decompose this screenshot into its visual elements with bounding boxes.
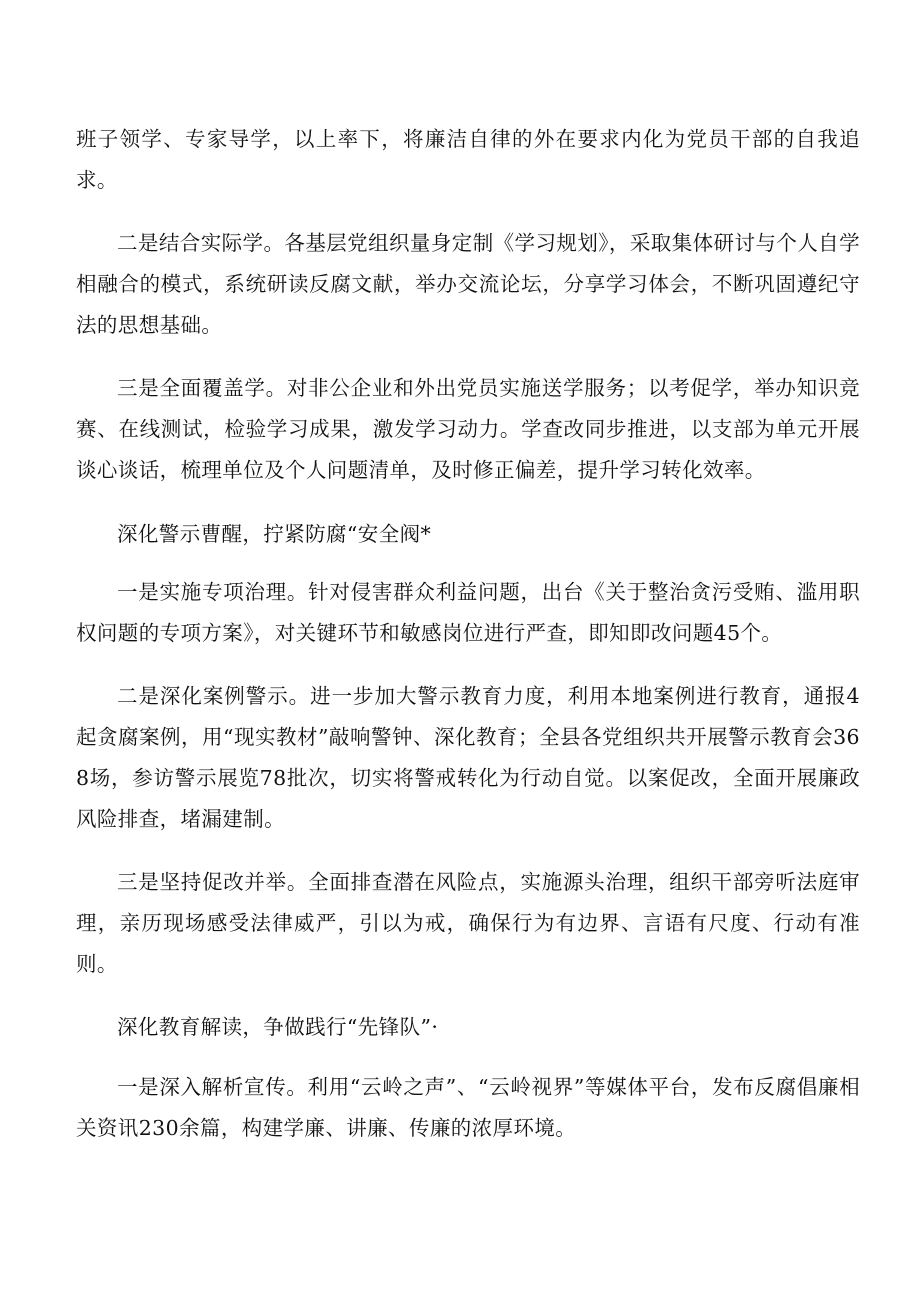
paragraph-continuation: 班子领学、专家导学，以上率下，将廉洁自律的外在要求内化为党员干部的自我追求。	[76, 127, 860, 192]
paragraph-special-governance: 一是实施专项治理。针对侵害群众利益问题，出台《关于整治贪污受贿、滥用职权问题的专项方案》，对关键环节和敏感岗位进行严查，即知即改问题45个。	[76, 580, 860, 645]
section-heading-warning: 深化警示曹醒，拧紧防腐“安全阀*	[117, 522, 432, 546]
paragraph-publicity: 一是深入解析宣传。利用“云岭之声”、“云岭视界”等媒体平台，发布反腐倡廉相关资讯230余篇，构建学廉、讲廉、传廉的浓厚环境。	[76, 1075, 860, 1140]
paragraph-study-by-practice: 二是结合实际学。各基层党组织量身定制《学习规划》，采取集体研讨与个人自学相融合的模式，系统研读反腐文献，举办交流论坛，分享学习体会，不断巩固遵纪守法的思想基础。	[76, 231, 860, 337]
paragraph-full-coverage-study: 三是全面覆盖学。对非公企业和外出党员实施送学服务；以考促学，举办知识竞赛、在线测试，检验学习成果，激发学习动力。学查改同步推进，以支部为单元开展谈心谈话，梳理单位及个人问题清单，及时修正偏差，提升学习转化效率。	[76, 376, 860, 482]
section-heading-education: 深化教育解读，争做践行“先锋队”·	[117, 1015, 439, 1039]
paragraph-case-warning: 二是深化案例警示。进一步加大警示教育力度，利用本地案例进行教育，通报4起贪腐案例，用“现实教材”敲响警钟、深化教育；全县各党组织共开展警示教育会368场，参访警示展览78批次，切实将警戒转化为行动自觉。以案促改，全面开展廉政风险排查，堵漏建制。	[76, 684, 860, 831]
paragraph-promote-reform: 三是坚持促改并举。全面排查潜在风险点，实施源头治理，组织干部旁听法庭审理，亲历现场感受法律威严，引以为戒，确保行为有边界、言语有尺度、行动有准则。	[76, 870, 860, 976]
